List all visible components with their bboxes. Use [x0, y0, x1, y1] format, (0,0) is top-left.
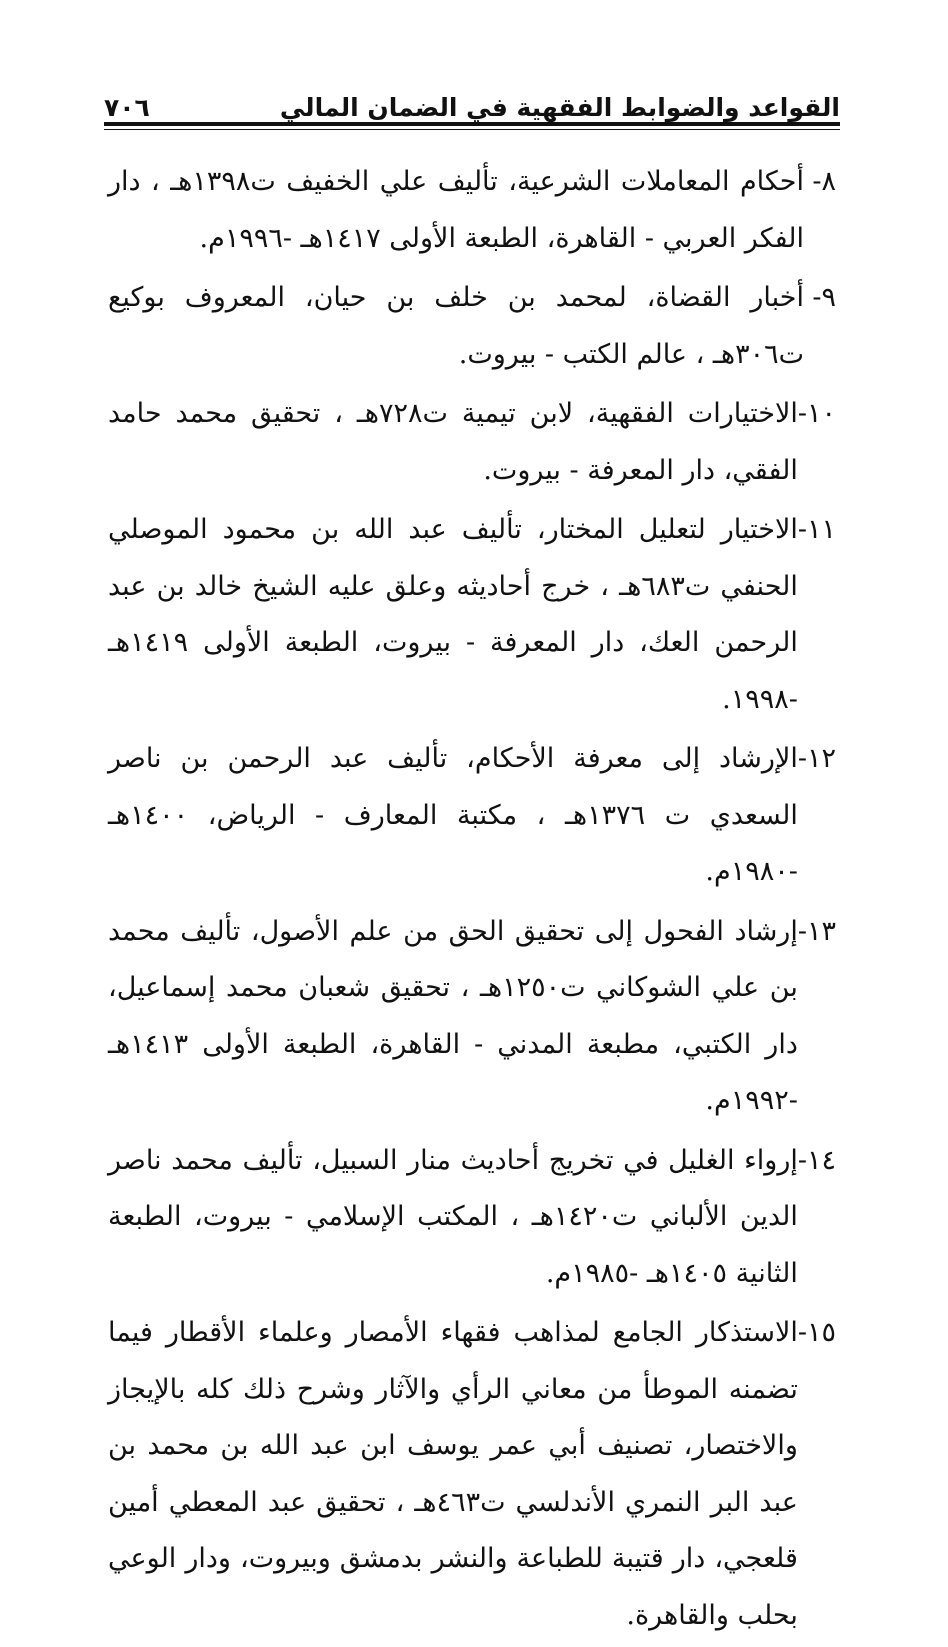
bibliography-entry-13 [108, 904, 836, 1130]
bibliography-entry-11 [108, 502, 836, 728]
entry-text: إرشاد الفحول إلى تحقيق الحق من علم الأصول، تأليف محمد بن علي الشوكاني ت١٢٥٠هـ ، تحقيق شعبان محمد إسماعيل، دار الكتبي، مطبعة المدني - القاهرة، الطبعة الأولى ١٤١٣هـ -١٩٩٢م. [108, 915, 798, 1116]
entry-number: ١١- [797, 514, 836, 545]
running-header [104, 86, 840, 122]
entry-number: ١٣- [797, 915, 836, 947]
entry-number: ٨- [812, 166, 836, 197]
bibliography-entry-9 [108, 270, 836, 383]
bibliography-entry-8 [108, 154, 836, 267]
page-number: ٧٠٦ [104, 93, 150, 122]
entry-text: إرواء الغليل في تخريج أحاديث منار السبيل، تأليف محمد ناصر الدين الألباني ت١٤٢٠هـ ، المكتب الإسلامي - بيروت، الطبعة الثانية ١٤٠٥هـ -١٩٨٥م. [108, 1144, 798, 1289]
entry-text: أحكام المعاملات الشرعية، تأليف علي الخفيف ت١٣٩٨هـ ، دار الفكر العربي - القاهرة، الطبعة الأولى ١٤١٧هـ -١٩٩٦م. [108, 166, 805, 254]
bibliography-entry-15 [108, 1305, 836, 1644]
entry-text: الإرشاد إلى معرفة الأحكام، تأليف عبد الرحمن بن ناصر السعدي ت ١٣٧٦هـ ، مكتبة المعارف - الرياض، ١٤٠٠هـ -١٩٨٠م. [108, 743, 798, 887]
entry-text: الاستذكار الجامع لمذاهب فقهاء الأمصار وعلماء الأقطار فيما تضمنه الموطأ من معاني الرأي والآثار وشرح ذلك كله بالإيجاز والاختصار، تصنيف أبي عمر يوسف ابن عبد الله بن محمد بن عبد البر النمري الأندلسي ت٤٦٣هـ ، تحقيق عبد المعطي أمين قلعجي، دار قتيبة للطباعة والنشر بدمشق وبيروت، ودار الوعي بحلب والقاهرة. [108, 1317, 798, 1631]
bibliography-entry-10 [108, 386, 836, 499]
entry-number: ١٢- [797, 743, 836, 774]
entry-text: الاختيار لتعليل المختار، تأليف عبد الله بن محمود الموصلي الحنفي ت٦٨٣هـ ، خرج أحاديثه وعلق عليه الشيخ خالد بن عبد الرحمن العك، دار المعرفة - بيروت، الطبعة الأولى ١٤١٩هـ -١٩٩٨. [108, 514, 798, 715]
bibliography-entry-14 [108, 1133, 836, 1303]
entry-number: ١٤- [797, 1144, 836, 1176]
entry-number: ١٠- [797, 398, 836, 429]
header-title: القواعد والضوابط الفقهية في الضمان المالي [279, 93, 840, 122]
header-rule-thin [104, 129, 840, 130]
bibliography-entry-12 [108, 731, 836, 901]
bibliography-list [108, 154, 836, 1647]
entry-text: أخبار القضاة، لمحمد بن خلف بن حيان، المعروف بوكيع ت٣٠٦هـ ، عالم الكتب - بيروت. [108, 282, 804, 370]
entry-text: الاختيارات الفقهية، لابن تيمية ت٧٢٨هـ ، تحقيق محمد حامد الفقي، دار المعرفة - بيروت. [108, 398, 798, 486]
entry-number: ١٥- [797, 1317, 836, 1348]
header-rule-thick [104, 122, 840, 126]
entry-number: ٩- [812, 282, 836, 313]
